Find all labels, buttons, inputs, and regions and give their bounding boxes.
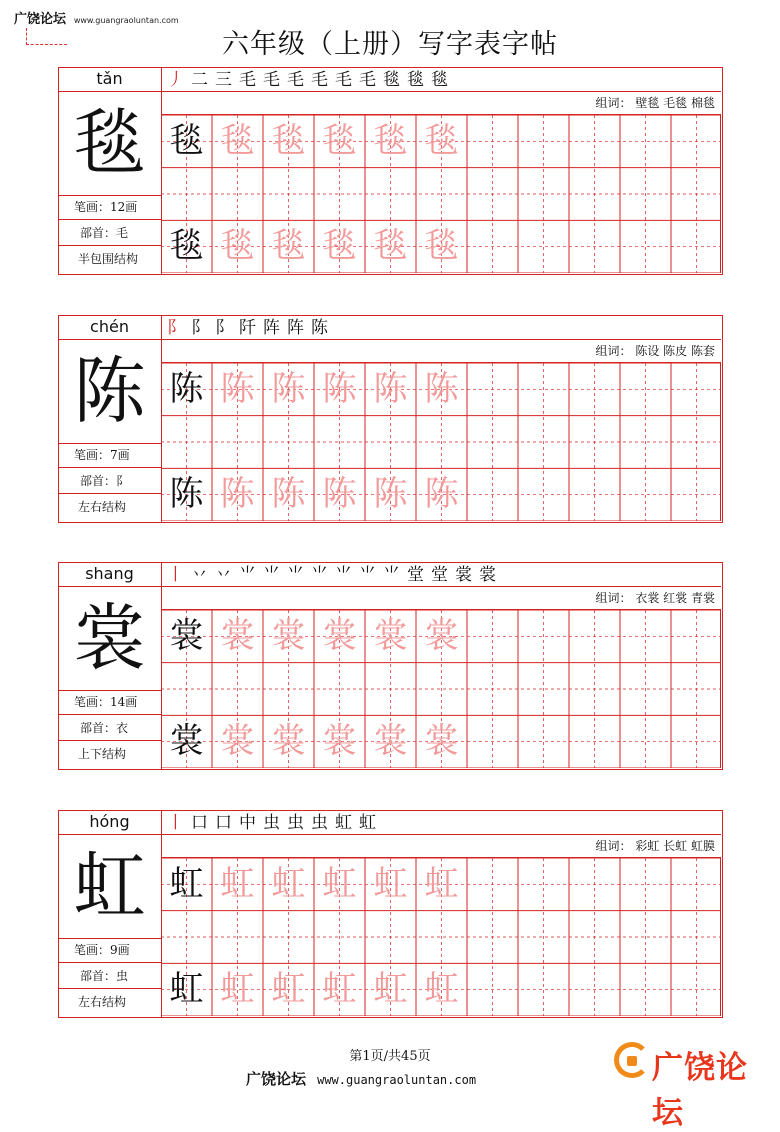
trace-character: 裳	[271, 616, 306, 656]
stroke-step: 虫	[287, 813, 304, 833]
word-examples: 组词： 壁毯 毛毯 棉毯	[161, 91, 721, 115]
trace-character: 虹	[271, 864, 306, 904]
structure: 半包围结构	[78, 252, 139, 266]
model-character: 虹	[169, 969, 204, 1010]
word-examples: 组词： 衣裳 红裳 青裳	[161, 586, 721, 610]
stroke-step: 毛	[239, 70, 256, 90]
trace-character: 陈	[424, 369, 459, 409]
writing-grid	[161, 115, 721, 273]
card-info-column	[58, 562, 162, 769]
page-number: 第1页/共45页	[349, 1049, 431, 1064]
stroke-step: 虫	[263, 813, 280, 833]
trace-character: 裳	[220, 721, 255, 762]
trace-character: 毯	[373, 226, 408, 267]
writing-grid	[161, 363, 721, 521]
trace-character: 陈	[271, 474, 306, 515]
trace-character: 虹	[220, 864, 255, 904]
footer-brand-url: www.guangraoluntan.com	[317, 1073, 477, 1087]
stroke-step: 毛	[359, 70, 376, 90]
footer-brand	[246, 1068, 476, 1089]
stroke-step: 陈	[311, 318, 328, 338]
stroke-step: 丨	[167, 565, 184, 585]
stroke-step: 虹	[335, 813, 352, 833]
stroke-step: 阝	[215, 318, 232, 338]
character-card	[58, 810, 722, 1017]
card-info-column	[58, 810, 162, 1017]
trace-character: 裳	[322, 616, 357, 656]
stroke-step: ⺌	[311, 565, 328, 585]
big-character: 毯	[58, 91, 161, 196]
stroke-order-row	[161, 810, 721, 835]
stroke-step: 毛	[335, 70, 352, 90]
trace-character: 陈	[322, 369, 357, 409]
trace-character: 毯	[322, 121, 357, 161]
model-character: 陈	[169, 369, 204, 409]
stroke-step: 堂	[407, 565, 424, 585]
stroke-step: 阡	[239, 318, 256, 338]
model-character: 裳	[169, 616, 204, 656]
trace-character: 陈	[271, 369, 306, 409]
stroke-step: ⺌	[263, 565, 280, 585]
stroke-order-row	[161, 562, 721, 587]
structure: 上下结构	[78, 747, 127, 761]
radical: 部首：阝	[58, 469, 161, 494]
stroke-step: ⺌	[335, 565, 352, 585]
stroke-step: 口	[215, 813, 232, 833]
stroke-step: 虹	[359, 813, 376, 833]
stroke-step: 中	[239, 813, 256, 833]
character-card	[58, 315, 722, 522]
character-card	[58, 67, 722, 274]
word-examples: 组词： 彩虹 长虹 虹膜	[161, 834, 721, 858]
trace-character: 虹	[322, 969, 357, 1010]
radical: 部首：虫	[58, 964, 161, 989]
pinyin: tǎn	[58, 67, 161, 92]
stroke-step: 丷	[215, 565, 232, 585]
stroke-step: ⺌	[287, 565, 304, 585]
model-character: 裳	[169, 721, 204, 762]
trace-character: 毯	[424, 121, 459, 161]
character-card	[58, 562, 722, 769]
trace-character: 裳	[373, 721, 408, 762]
radical: 部首：毛	[58, 221, 161, 246]
big-character: 陈	[58, 339, 161, 444]
trace-character: 虹	[424, 969, 459, 1010]
trace-character: 裳	[424, 721, 459, 762]
writing-grid	[161, 610, 721, 768]
stroke-step: 阵	[287, 318, 304, 338]
trace-character: 陈	[424, 474, 459, 515]
stroke-step: 毯	[431, 70, 448, 90]
big-character: 虹	[58, 834, 161, 939]
stroke-step: 虫	[311, 813, 328, 833]
trace-character: 毯	[220, 226, 255, 267]
page-title: 六年级（上册）写字表字帖	[222, 29, 558, 60]
stroke-step: 二	[191, 70, 208, 90]
trace-character: 毯	[322, 226, 357, 267]
stroke-count: 笔画：7画	[58, 443, 161, 468]
top-brand-url: www.guangraoluntan.com	[73, 16, 179, 25]
stroke-step: 毯	[383, 70, 400, 90]
trace-character: 裳	[220, 616, 255, 656]
trace-character: 陈	[220, 474, 255, 515]
stroke-step: 裳	[455, 565, 472, 585]
radical: 部首：衣	[58, 716, 161, 741]
stroke-step: ⺌	[359, 565, 376, 585]
stroke-step: 丨	[167, 813, 184, 833]
stroke-step: 毛	[311, 70, 328, 90]
trace-character: 虹	[220, 969, 255, 1010]
stroke-step: ⺌	[239, 565, 256, 585]
trace-character: 陈	[373, 474, 408, 515]
stroke-order-row	[161, 67, 721, 92]
stroke-count: 笔画：9画	[58, 938, 161, 963]
structure: 左右结构	[78, 995, 127, 1009]
stroke-step: 毛	[287, 70, 304, 90]
stroke-order-row	[161, 315, 721, 340]
logo-text: 广饶论坛	[652, 1050, 748, 1131]
stroke-step: 毛	[263, 70, 280, 90]
trace-character: 毯	[373, 121, 408, 161]
stroke-step: 口	[191, 813, 208, 833]
trace-character: 裳	[373, 616, 408, 656]
pinyin: chén	[58, 315, 161, 340]
model-character: 虹	[169, 864, 204, 904]
writing-grid	[161, 858, 721, 1016]
trace-character: 虹	[373, 969, 408, 1010]
trace-character: 陈	[220, 369, 255, 409]
stroke-step: 毯	[407, 70, 424, 90]
trace-character: 毯	[220, 121, 255, 161]
stroke-count: 笔画：14画	[58, 690, 161, 715]
footer-brand-name: 广饶论坛	[246, 1070, 307, 1088]
stroke-step: 阝	[191, 318, 208, 338]
stroke-step: ⺌	[383, 565, 400, 585]
card-info-column	[58, 67, 162, 274]
logo-icon	[614, 1042, 650, 1078]
stroke-step: 三	[215, 70, 232, 90]
trace-character: 虹	[373, 864, 408, 904]
model-character: 毯	[169, 121, 204, 161]
model-character: 毯	[169, 226, 204, 267]
trace-character: 陈	[322, 474, 357, 515]
top-brand-name: 广饶论坛	[14, 12, 67, 27]
card-info-column	[58, 315, 162, 522]
pinyin: hóng	[58, 810, 161, 835]
word-examples: 组词： 陈设 陈皮 陈套	[161, 339, 721, 363]
stroke-step: 裳	[479, 565, 496, 585]
pinyin: shang	[58, 562, 161, 587]
trace-character: 裳	[424, 616, 459, 656]
trace-character: 毯	[271, 226, 306, 267]
trace-character: 裳	[322, 721, 357, 762]
trace-character: 虹	[424, 864, 459, 904]
stroke-step: 堂	[431, 565, 448, 585]
trace-character: 虹	[322, 864, 357, 904]
trace-character: 毯	[271, 121, 306, 161]
stroke-step: 阵	[263, 318, 280, 338]
stroke-step: 丿	[167, 70, 184, 90]
big-character: 裳	[58, 586, 161, 691]
stroke-step: 阝	[167, 318, 184, 338]
structure: 左右结构	[78, 500, 127, 514]
trace-character: 陈	[373, 369, 408, 409]
stroke-step: 丷	[191, 565, 208, 585]
trace-character: 毯	[424, 226, 459, 267]
trace-character: 裳	[271, 721, 306, 762]
site-logo	[614, 1038, 774, 1131]
model-character: 陈	[169, 474, 204, 515]
stroke-count: 笔画：12画	[58, 195, 161, 220]
trace-character: 虹	[271, 969, 306, 1010]
